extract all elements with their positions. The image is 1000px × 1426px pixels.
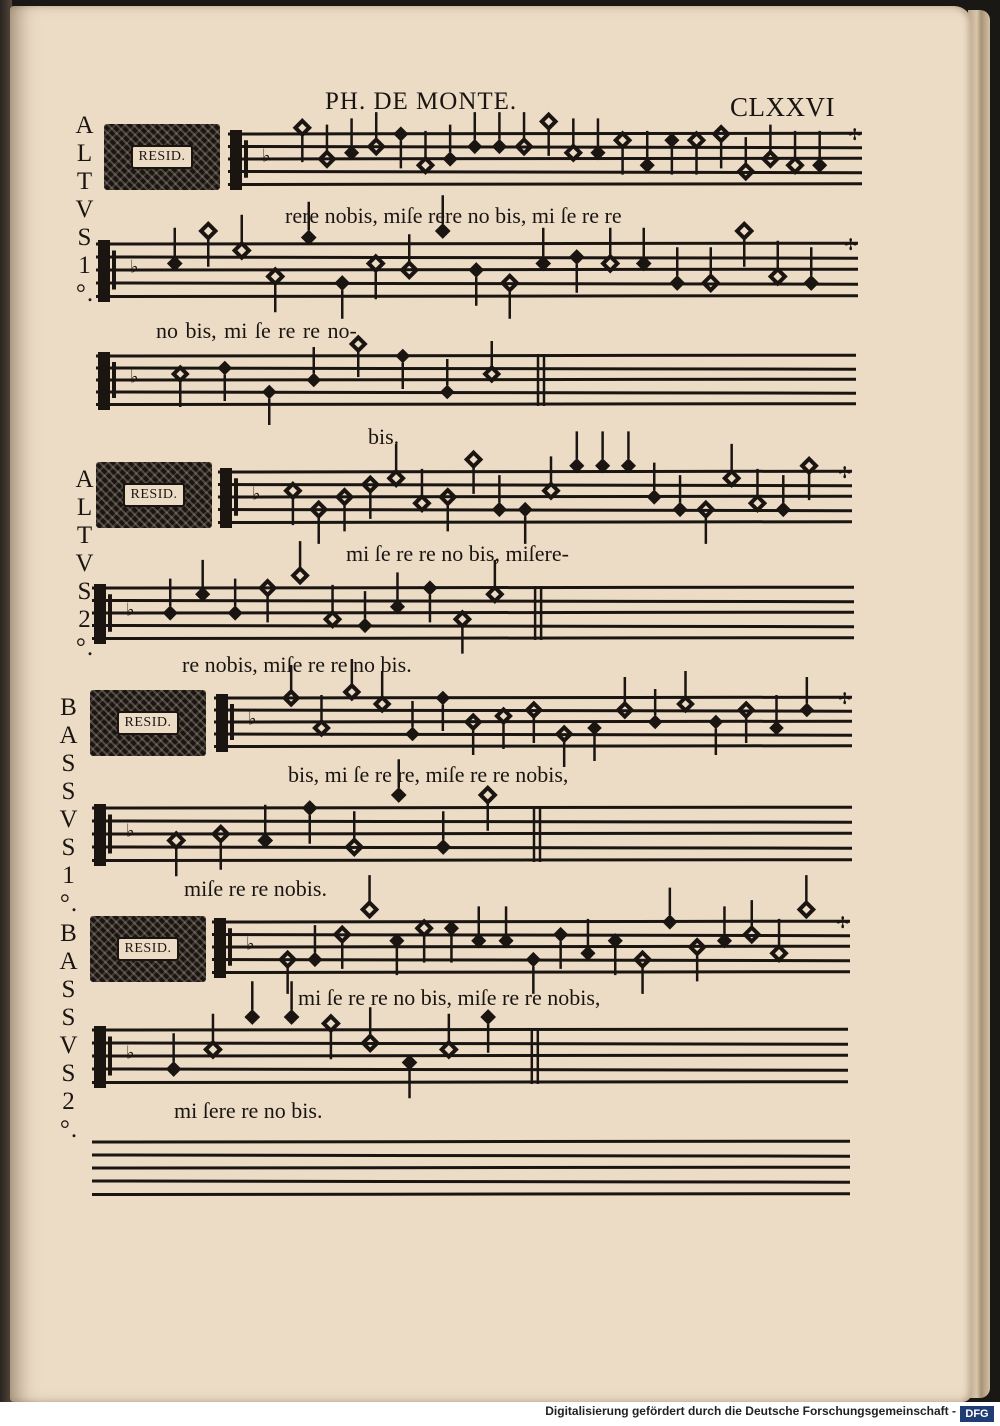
clef-icon xyxy=(216,694,228,752)
note-head xyxy=(307,373,320,386)
staff-line xyxy=(212,935,850,936)
staff-line xyxy=(92,1194,850,1195)
voice-label-bassus-1: B A S S V S 1 °. xyxy=(59,694,79,917)
flat-sign: ♭ xyxy=(252,483,261,505)
note-head xyxy=(679,697,692,710)
clef-stroke xyxy=(112,251,116,290)
note-head xyxy=(488,587,502,601)
note-head xyxy=(169,833,183,847)
resid-ornament-bassus-1: RESID. xyxy=(90,690,206,756)
clef-icon xyxy=(220,468,232,528)
note-head xyxy=(235,243,249,257)
note-head xyxy=(770,721,783,734)
note-head xyxy=(663,915,677,929)
note-head xyxy=(690,133,704,147)
note-head xyxy=(443,152,457,166)
custos-icon: ✢ xyxy=(848,125,862,144)
staff-line xyxy=(92,1167,850,1168)
folio-number: CLXXVI xyxy=(730,92,835,122)
note-head xyxy=(640,158,654,172)
lyrics-bassus-2-line-2: mi ſere re no bis. xyxy=(174,1098,323,1123)
note-head xyxy=(293,569,307,583)
note-head xyxy=(308,953,322,967)
note-head xyxy=(335,276,349,290)
note-head xyxy=(467,453,481,467)
staff-line xyxy=(92,1155,850,1156)
note-head xyxy=(415,496,429,510)
note-head xyxy=(481,1010,495,1024)
note-head xyxy=(436,840,450,854)
flat-sign: ♭ xyxy=(126,599,135,621)
note-head xyxy=(284,1010,298,1024)
note-head xyxy=(389,471,403,485)
custos-icon: ✢ xyxy=(844,235,858,254)
staff-line xyxy=(92,601,854,602)
note-head xyxy=(493,140,507,154)
clef-icon xyxy=(94,1026,106,1088)
lyrics-bassus-2-line-1: mi ſe re re no bis, miſe re re nobis, xyxy=(298,985,601,1010)
note-head xyxy=(649,715,662,728)
note-head xyxy=(647,490,661,504)
note-head xyxy=(709,715,722,728)
note-head xyxy=(751,496,765,510)
flat-sign: ♭ xyxy=(130,256,139,278)
clef-stroke xyxy=(244,140,248,178)
clef-stroke xyxy=(108,594,112,632)
running-head-composer: PH. DE MONTE. xyxy=(325,88,518,115)
staff-line xyxy=(228,147,862,148)
flat-sign: ♭ xyxy=(126,820,135,842)
clef-icon xyxy=(214,918,226,978)
note-head xyxy=(303,801,317,815)
note-head xyxy=(481,788,495,802)
clef-stroke xyxy=(234,478,238,516)
note-head xyxy=(497,709,510,722)
voice-label-altus-2: A L T V S 2 °. xyxy=(75,466,95,661)
staff-altus-1-system-1 xyxy=(228,112,862,190)
staff-line xyxy=(92,1082,848,1083)
note-head xyxy=(258,833,272,847)
note-head xyxy=(542,115,556,129)
flat-sign: ♭ xyxy=(126,1042,135,1064)
note-head xyxy=(358,619,372,633)
staff-empty xyxy=(92,1141,850,1194)
note-head xyxy=(441,385,454,398)
note-head xyxy=(771,269,785,283)
note-head xyxy=(376,697,389,710)
clef-icon xyxy=(94,804,106,866)
clef-icon xyxy=(94,584,106,644)
note-head xyxy=(670,276,684,290)
note-head xyxy=(228,606,242,620)
resid-ornament-altus-2: RESID. xyxy=(96,462,212,528)
custos-icon: ✢ xyxy=(836,913,850,932)
resid-ornament-bassus-2: RESID. xyxy=(90,916,206,982)
lyrics-altus-1-line-3: bis. xyxy=(368,424,400,449)
note-head xyxy=(394,127,408,141)
custos-icon: ✢ xyxy=(838,463,852,482)
lyrics-altus-1-line-1: rere nobis, miſe rere no bis, mi ſe re re xyxy=(285,203,622,228)
clef-stroke xyxy=(228,928,232,966)
lyrics-bassus-1-line-1: bis, mi ſe re re, miſe re re nobis, xyxy=(288,762,569,787)
staff-line xyxy=(228,133,862,134)
note-head xyxy=(268,269,282,283)
flat-sign: ♭ xyxy=(130,366,139,388)
note-head xyxy=(566,146,580,160)
note-head xyxy=(554,928,568,942)
staff-line xyxy=(92,638,854,639)
staff-line xyxy=(92,1069,848,1070)
note-head xyxy=(436,691,449,704)
note-head xyxy=(544,484,558,498)
note-head xyxy=(469,263,483,277)
staff-line xyxy=(96,355,856,356)
staff-line xyxy=(92,860,852,861)
note-head xyxy=(406,727,419,740)
staff-line xyxy=(92,821,852,822)
note-head xyxy=(402,1055,416,1069)
staff-line xyxy=(214,697,852,698)
staff-line xyxy=(92,1141,850,1142)
staff-line xyxy=(92,847,852,848)
flat-sign: ♭ xyxy=(246,933,255,955)
resid-ornament-altus-1: RESID. xyxy=(104,124,220,190)
voice-label-bassus-2: B A S S V S 2 °. xyxy=(59,920,79,1143)
lyrics-bassus-1-line-2: miſe re re nobis. xyxy=(184,876,327,901)
note-head xyxy=(218,361,231,374)
staff-line xyxy=(92,587,854,588)
lyrics-altus-2-line-1: mi ſe re re no bis, miſere- xyxy=(346,541,569,566)
clef-stroke xyxy=(230,704,234,740)
note-head xyxy=(326,612,340,626)
dfg-logo: DFG xyxy=(960,1406,994,1422)
note-head xyxy=(345,685,358,698)
note-head xyxy=(673,503,687,517)
note-head xyxy=(772,946,786,960)
note-head xyxy=(570,250,584,264)
clef-stroke xyxy=(108,815,112,854)
note-head xyxy=(174,367,187,380)
clef-icon xyxy=(98,240,110,302)
note-head xyxy=(526,953,540,967)
lyrics-altus-1-line-2: no bis, mi ſe re re no- xyxy=(156,318,357,343)
staff-line xyxy=(96,379,856,380)
clef-icon xyxy=(98,352,110,410)
staff-line xyxy=(228,184,862,185)
note-head xyxy=(804,276,818,290)
staff-line xyxy=(92,1043,848,1044)
note-head xyxy=(286,484,300,498)
note-head xyxy=(201,224,215,238)
staff-line xyxy=(92,612,854,613)
staff-line xyxy=(96,404,856,405)
note-head xyxy=(725,471,739,485)
note-head xyxy=(295,121,309,135)
voice-label-altus-1: A L T V S 1 °. xyxy=(75,112,95,307)
note-head xyxy=(245,1010,259,1024)
note-head xyxy=(363,903,377,917)
note-head xyxy=(392,788,406,802)
staff-line xyxy=(92,807,852,808)
staff-line xyxy=(228,172,862,173)
note-head xyxy=(419,158,433,172)
staff-line xyxy=(92,1055,848,1056)
staff-altus-2-system-1 xyxy=(218,431,852,544)
note-head xyxy=(167,1062,181,1076)
staff-line xyxy=(96,368,856,369)
note-head xyxy=(417,921,431,935)
note-head xyxy=(802,459,816,473)
note-head xyxy=(665,133,679,147)
staff-line xyxy=(96,392,856,393)
flat-sign: ♭ xyxy=(262,145,271,167)
footer-credit: Digitalisierung gefördert durch die Deutsche Forschungsgemeinschaft - xyxy=(545,1404,956,1418)
flat-sign: ♭ xyxy=(248,708,257,730)
note-head xyxy=(485,367,498,380)
staff-line xyxy=(212,921,850,922)
staff-line xyxy=(92,626,854,627)
staff-line xyxy=(212,946,850,947)
note-head xyxy=(196,587,210,601)
note-head xyxy=(800,703,813,716)
staff-line xyxy=(92,1029,848,1030)
custos-icon: ✢ xyxy=(838,689,852,708)
note-head xyxy=(788,158,802,172)
note-head xyxy=(423,581,437,595)
clef-stroke xyxy=(108,1037,112,1076)
clef-icon xyxy=(230,130,242,190)
note-head xyxy=(263,385,276,398)
note-head xyxy=(493,503,507,517)
staff-line xyxy=(212,972,850,973)
note-head xyxy=(813,158,827,172)
staff-line xyxy=(214,710,852,711)
note-head xyxy=(799,903,813,917)
lyrics-altus-2-line-2: re nobis, miſe re re no bis. xyxy=(182,652,412,677)
staff-line xyxy=(218,522,852,523)
clef-stroke xyxy=(112,362,116,398)
staff-line xyxy=(92,1181,850,1182)
staff-line xyxy=(92,833,852,834)
note-head xyxy=(518,503,532,517)
note-head xyxy=(588,721,601,734)
note-head xyxy=(581,946,595,960)
note-head xyxy=(445,921,459,935)
note-head xyxy=(776,503,790,517)
note-head xyxy=(396,349,409,362)
note-head xyxy=(468,140,482,154)
note-head xyxy=(163,606,177,620)
staff-altus-1-system-3 xyxy=(96,337,856,425)
note-head xyxy=(616,133,630,147)
staff-line xyxy=(214,746,852,747)
note-head xyxy=(315,721,328,734)
note-head xyxy=(737,224,751,238)
note-head xyxy=(456,612,470,626)
